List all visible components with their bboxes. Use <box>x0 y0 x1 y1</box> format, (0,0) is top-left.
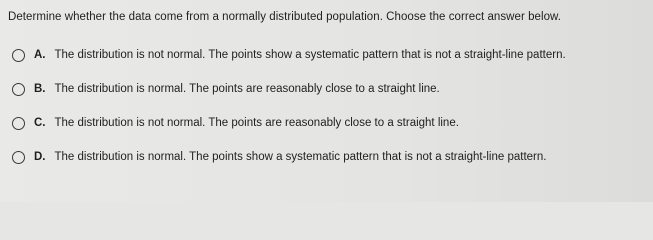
option-a[interactable] <box>12 45 642 65</box>
option-a-letter: A. <box>34 49 46 61</box>
answer-options <box>12 45 642 167</box>
radio-b[interactable] <box>12 83 25 96</box>
option-b-letter: B. <box>34 83 46 95</box>
option-c[interactable] <box>12 113 642 133</box>
option-d-text: The distribution is normal. The points show a systematic pattern that is not a straight-line pattern. <box>54 151 547 163</box>
option-c-letter: C. <box>34 117 46 129</box>
option-d[interactable] <box>12 147 642 167</box>
option-c-text: The distribution is not normal. The points are reasonably close to a straight line. <box>54 117 459 129</box>
radio-c[interactable] <box>12 117 25 130</box>
option-d-letter: D. <box>34 151 46 163</box>
option-b-text: The distribution is normal. The points are reasonably close to a straight line. <box>54 83 440 95</box>
option-a-text: The distribution is not normal. The points show a systematic pattern that is not a straight-line pattern. <box>54 49 566 61</box>
option-b[interactable] <box>12 79 642 99</box>
radio-a[interactable] <box>12 49 25 62</box>
radio-d[interactable] <box>12 151 25 164</box>
question-text: Determine whether the data come from a normally distributed population. Choose the correct answer below. <box>8 11 562 23</box>
